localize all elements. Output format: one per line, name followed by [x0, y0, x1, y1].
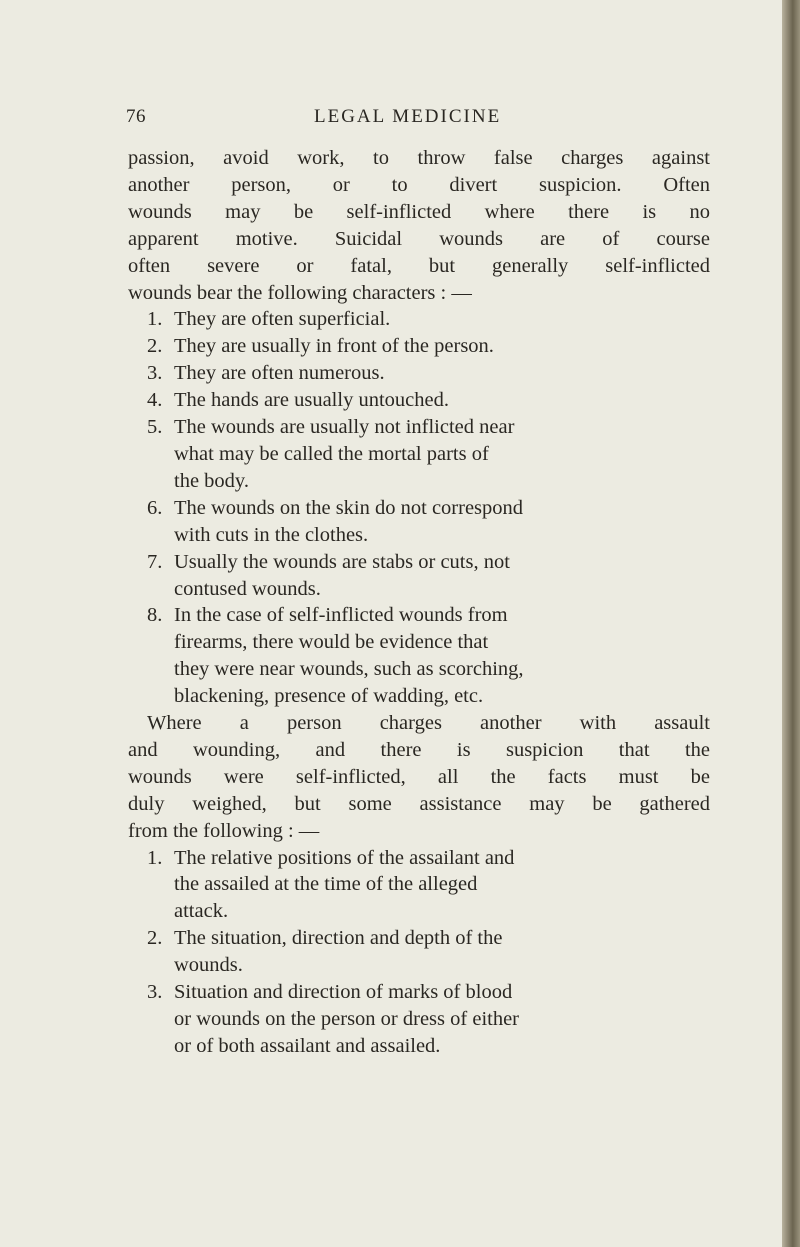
list-item-text: In the case of self-inflicted wounds from: [174, 604, 508, 627]
list-item-number: 3.: [147, 362, 163, 385]
list-item: [128, 360, 710, 387]
list-item-text: they were near wounds, such as scorching,: [174, 658, 524, 681]
numbered-list: [128, 845, 710, 1060]
text-line: passion, avoid work, to throw false charges against: [128, 147, 710, 169]
paragraph: [128, 710, 710, 845]
page-body: [128, 145, 710, 1060]
list-item: [128, 306, 710, 333]
list-item-text: or wounds on the person or dress of either: [174, 1008, 520, 1030]
list-item-text: Usually the wounds are stabs or cuts, not: [174, 550, 510, 573]
list-item-text: The wounds are usually not inflicted near: [174, 416, 515, 439]
list-item: [128, 979, 710, 1060]
text-line: apparent motive. Suicidal wounds are of course: [128, 227, 710, 250]
text-line: wounds bear the following characters : —: [128, 281, 472, 304]
text-line: another person, or to divert suspicion. Often: [128, 173, 710, 196]
list-item: [128, 845, 710, 926]
text-line: wounds may be self-inflicted where there is no: [128, 200, 710, 223]
list-item-text: They are usually in front of the person.: [174, 335, 494, 358]
list-item-text: The relative positions of the assailant and: [174, 846, 515, 869]
list-item-number: 7.: [147, 550, 163, 573]
page-number: 76: [126, 106, 146, 127]
text-line: often severe or fatal, but generally self-inflicted: [128, 254, 710, 277]
list-item: [128, 333, 710, 360]
numbered-list: [128, 306, 710, 710]
list-item-number: 4.: [147, 389, 163, 412]
list-item-number: 1.: [147, 308, 163, 331]
list-item-text: the body.: [174, 469, 249, 492]
list-item-text: wounds.: [174, 954, 243, 977]
list-item-text: The hands are usually untouched.: [174, 389, 449, 412]
text-line: Where a person charges another with assault: [147, 712, 710, 735]
paragraph: [128, 145, 710, 306]
list-item: [128, 925, 710, 979]
list-item: [128, 602, 710, 710]
list-item-number: 2.: [147, 927, 163, 950]
list-item-text: the assailed at the time of the alleged: [174, 873, 478, 896]
list-item-number: 6.: [147, 496, 163, 519]
list-item-text: what may be called the mortal parts of: [174, 442, 489, 465]
text-line: from the following : —: [128, 819, 320, 842]
list-item-number: 5.: [147, 416, 163, 439]
list-item-text: The situation, direction and depth of the: [174, 927, 503, 950]
list-item-number: 1.: [147, 846, 163, 869]
list-item-text: blackening, presence of wadding, etc.: [174, 685, 484, 708]
list-item-text: attack.: [174, 900, 229, 923]
list-item: [128, 387, 710, 414]
list-item-text: They are often superficial.: [174, 308, 391, 331]
book-page-edge: [782, 0, 800, 1247]
list-item-number: 3.: [147, 981, 163, 1004]
list-item-text: with cuts in the clothes.: [174, 523, 369, 546]
list-item-number: 8.: [147, 604, 163, 627]
list-item-number: 2.: [147, 335, 163, 358]
running-head: LEGAL MEDICINE: [314, 106, 502, 127]
list-item: [128, 414, 710, 495]
list-item-text: or of both assailant and assailed.: [174, 1034, 441, 1057]
list-item-text: contused wounds.: [174, 577, 321, 600]
page-header: [126, 106, 726, 132]
list-item: [128, 495, 710, 549]
list-item-text: The wounds on the skin do not correspond: [174, 496, 524, 519]
text-line: duly weighed, but some assistance may be gathered: [128, 792, 710, 815]
list-item-text: firearms, there would be evidence that: [174, 631, 489, 654]
text-line: and wounding, and there is suspicion that the: [128, 738, 710, 761]
text-line: wounds were self-inflicted, all the facts must be: [128, 765, 710, 788]
list-item-text: They are often numerous.: [174, 362, 385, 385]
list-item-text: Situation and direction of marks of blood: [174, 981, 513, 1004]
list-item: [128, 549, 710, 603]
